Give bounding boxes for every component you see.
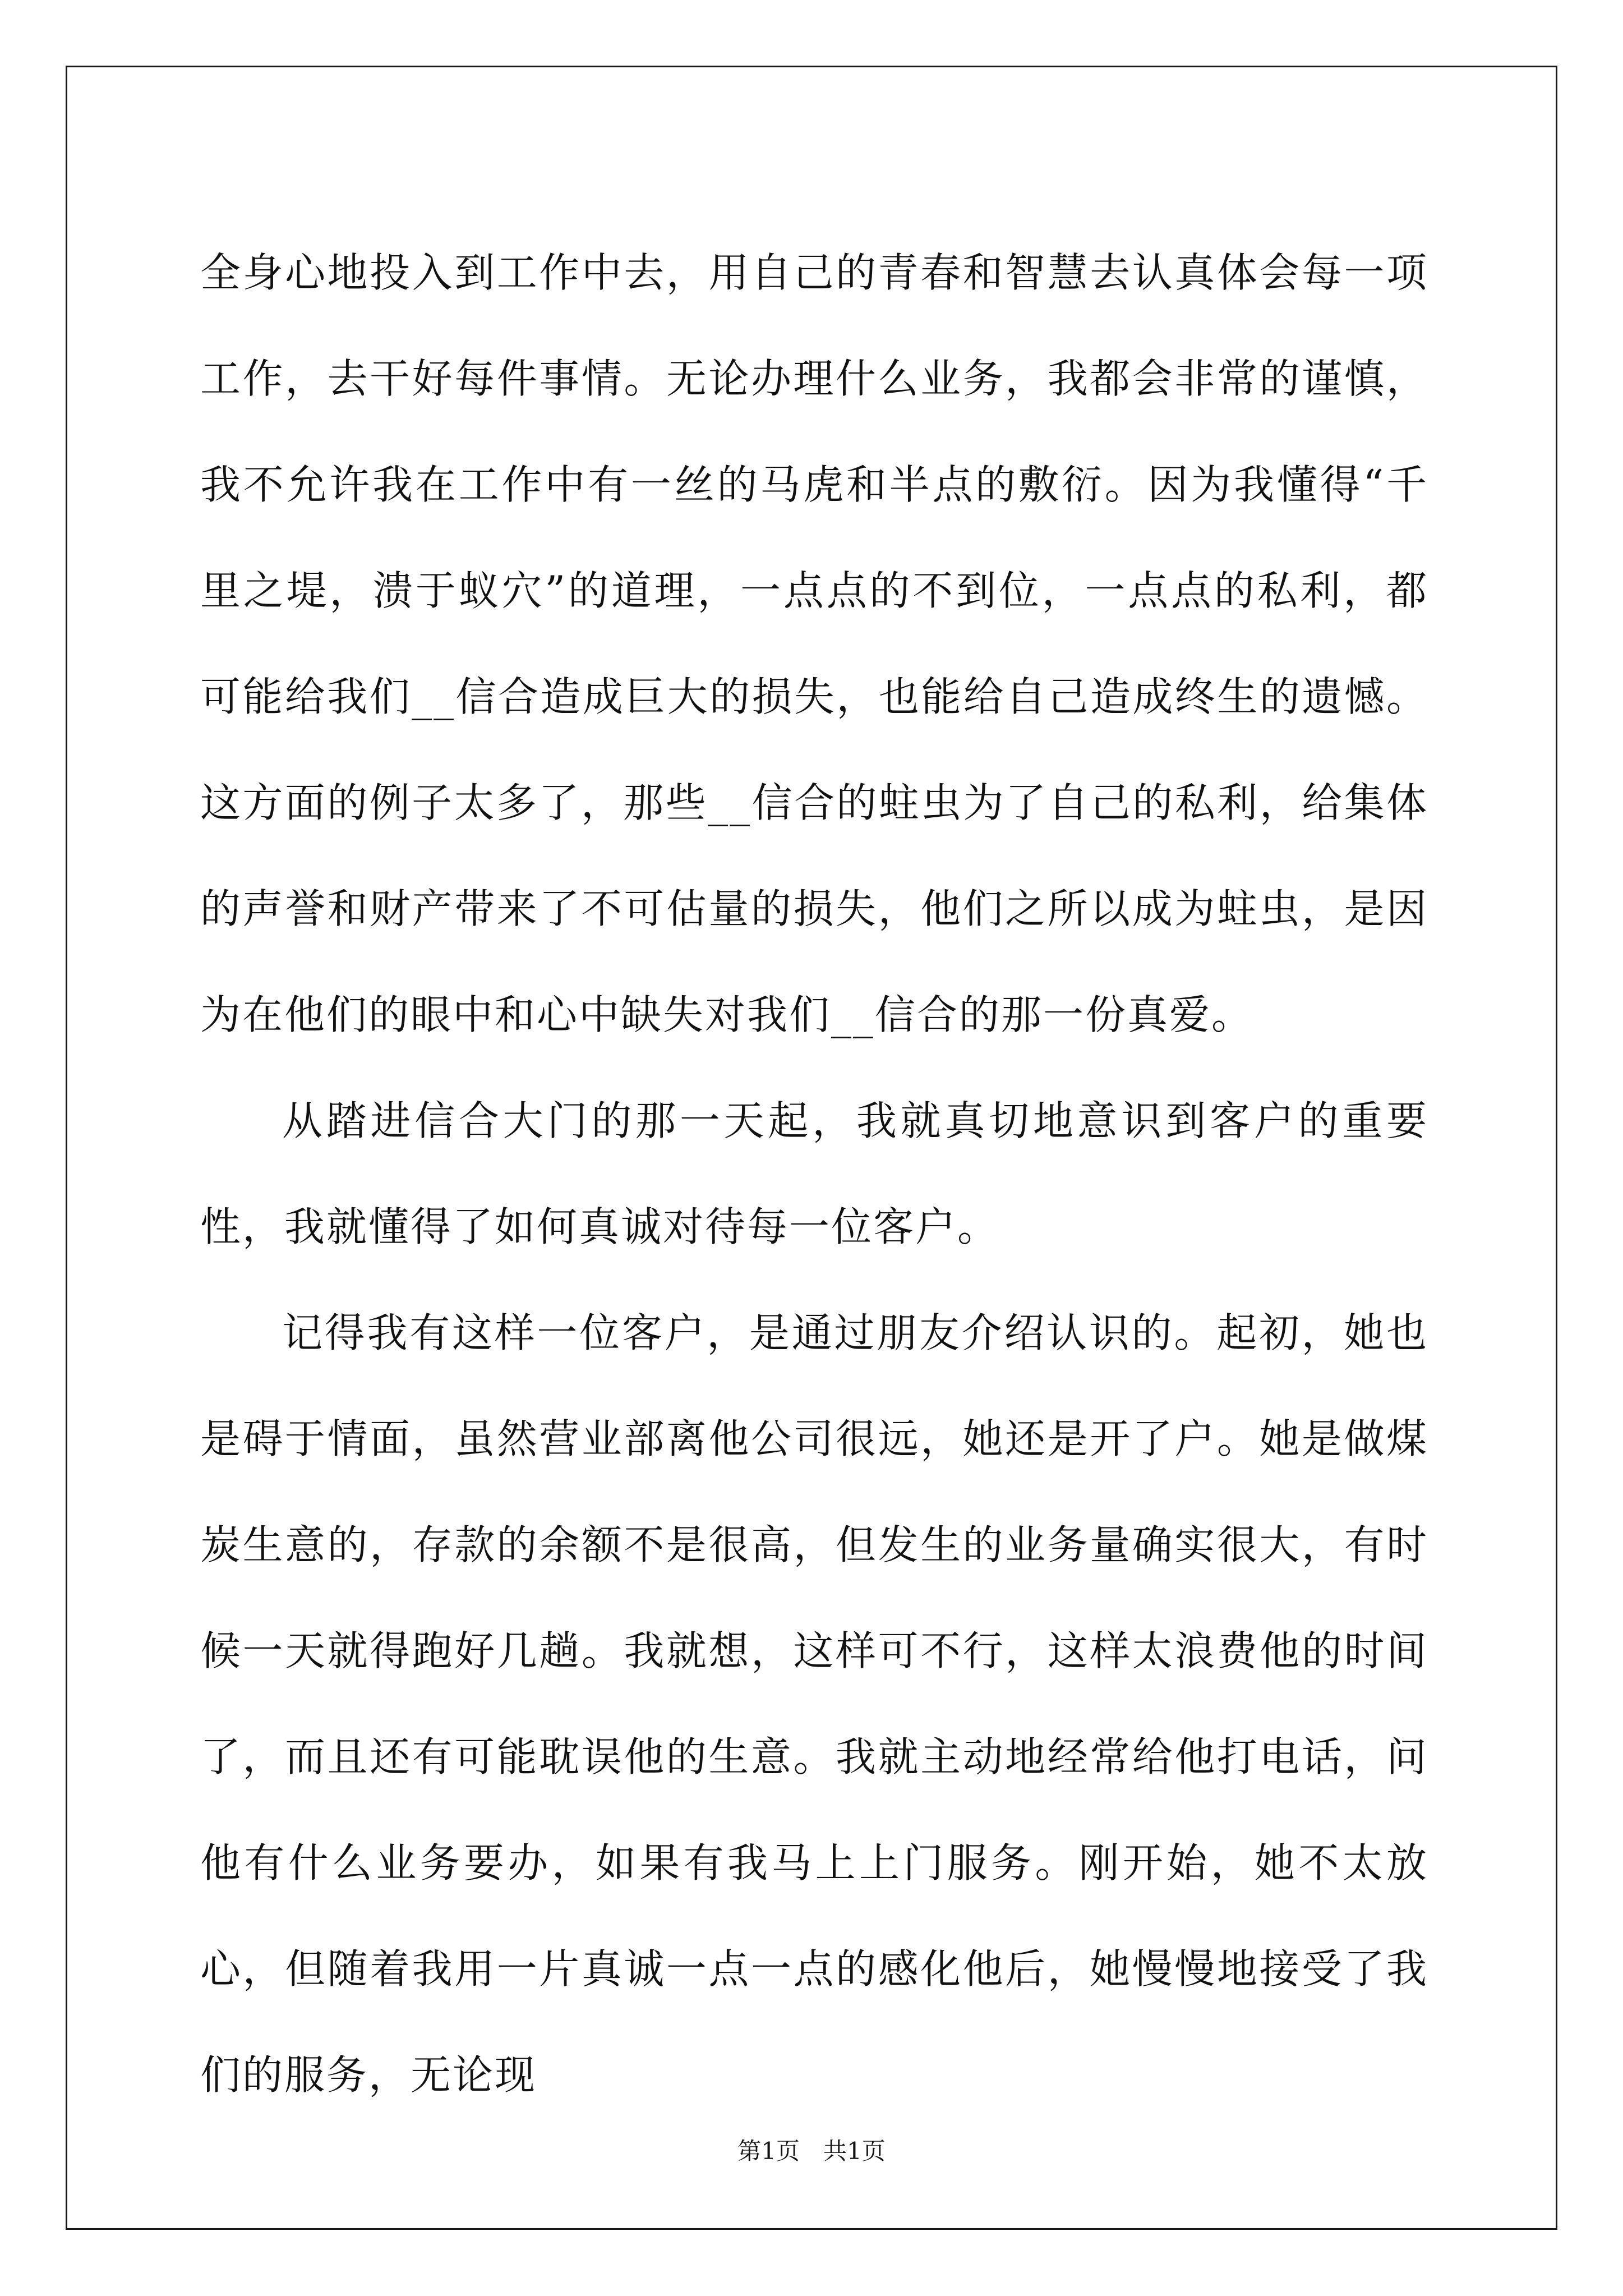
page-number-footer: 第1页 共1页 xyxy=(737,2137,886,2165)
paragraph-2: 从踏进信合大门的那一天起，我就真切地意识到客户的重要性，我就懂得了如何真诚对待每一位客户。 xyxy=(200,1097,1428,1250)
paragraph-1: 全身心地投入到工作中去，用自己的青春和智慧去认真体会每一项工作，去干好每件事情。无论办理什么业务，我都会非常的谨慎，我不允许我在工作中有一丝的马虎和半点的敷衍。因为我懂得“千里之堤，溃于蚁穴”的道理，一点点的不到位，一点点的私利，都可能给我们__信合造成巨大的损失，也能给自己造成终生的遗憾。这方面的例子太多了，那些__信合的蛀虫为了自己的私利，给集体的声誉和财产带来了不可估量的损失，他们之所以成为蛀虫，是因为在他们的眼中和心中缺失对我们__信合的那一份真爱。 xyxy=(200,249,1428,1038)
paragraph-3: 记得我有这样一位客户，是通过朋友介绍认识的。起初，她也是碍于情面，虽然营业部离他公司很远，她还是开了户。她是做煤炭生意的，存款的余额不是很高，但发生的业务量确实很大，有时候一天就得跑好几趟。我就想，这样可不行，这样太浪费他的时间了，而且还有可能耽误他的生意。我就主动地经常给他打电话，问他有什么业务要办，如果有我马上上门服务。刚开始，她不太放心，但随着我用一片真诚一点一点的感化他后，她慢慢地接受了我们的服务，无论现 xyxy=(200,1309,1428,2099)
document-body xyxy=(200,220,1428,2128)
